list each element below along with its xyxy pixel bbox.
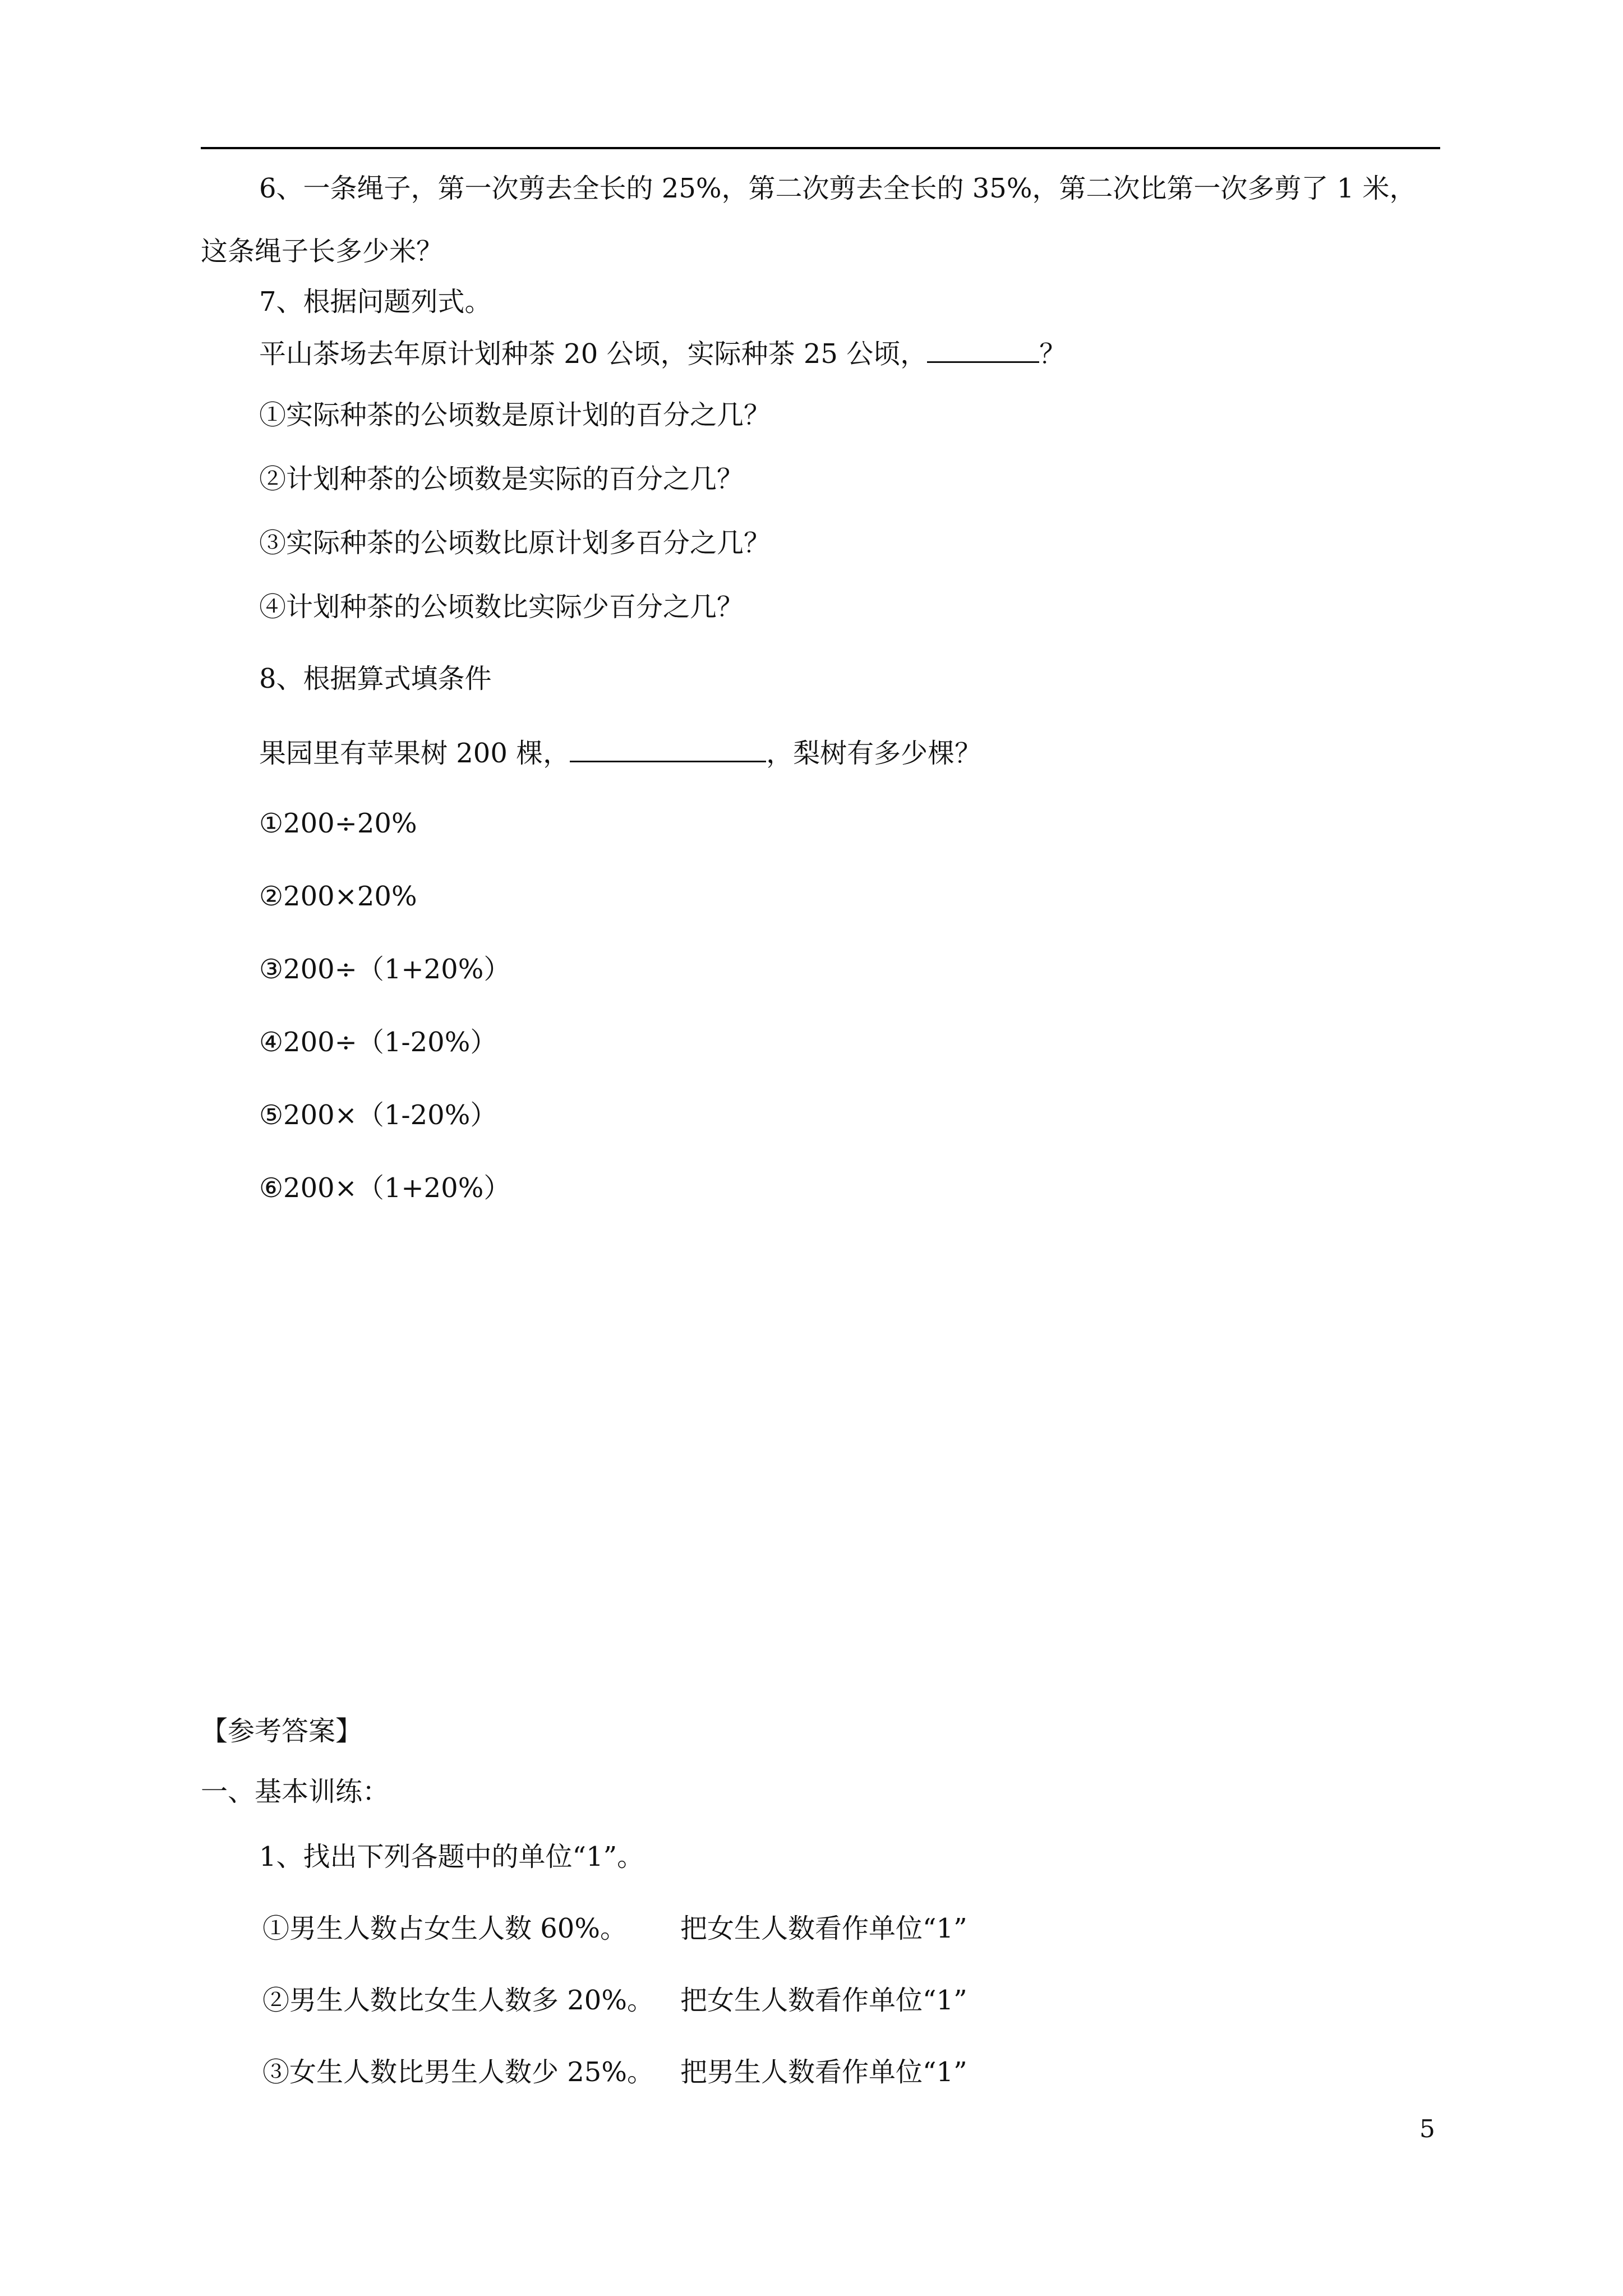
- answer-row-text: ③女生人数比男生人数少 25%。: [262, 2056, 654, 2088]
- answer-row-text: ①男生人数占女生人数 60%。: [262, 1913, 627, 1944]
- q7-option: ④计划种茶的公顷数比实际少百分之几？: [259, 591, 744, 623]
- q7-option: ①实际种茶的公顷数是原计划的百分之几？: [259, 399, 771, 431]
- q8-option: ⑥200×（1+20%）: [259, 1172, 511, 1204]
- q6-line2: 这条绳子长多少米？: [201, 236, 444, 267]
- answer-row-note: 把女生人数看作单位“1”: [680, 1985, 967, 2016]
- q7-answer-blank[interactable]: [927, 337, 1039, 363]
- q8-title: 8、根据算式填条件: [259, 663, 492, 694]
- q8-option: ⑤200×（1-20%）: [259, 1099, 497, 1131]
- q6-line1: 6、一条绳子，第一次剪去全长的 25%，第二次剪去全长的 35%，第二次比第一次多剪了 1 米，: [259, 173, 1417, 204]
- answers-item1: 1、找出下列各题中的单位“1”。: [259, 1841, 644, 1872]
- answers-heading: 【参考答案】: [201, 1715, 363, 1747]
- answer-row-note: 把男生人数看作单位“1”: [680, 2056, 967, 2088]
- q8-answer-blank[interactable]: [570, 736, 766, 762]
- q7-stem-before: 平山茶场去年原计划种茶 20 公顷，实际种茶 25 公顷，: [259, 338, 928, 370]
- q8-stem-after: ，梨树有多少棵？: [766, 738, 982, 769]
- q7-option: ②计划种茶的公顷数是实际的百分之几？: [259, 463, 744, 495]
- q8-option: ①200÷20%: [259, 808, 417, 839]
- q8-option: ④200÷（1-20%）: [259, 1027, 497, 1058]
- q8-option: ③200÷（1+20%）: [259, 954, 511, 985]
- header-rule: [201, 147, 1440, 149]
- q7-title: 7、根据问题列式。: [259, 286, 492, 318]
- answer-row-text: ②男生人数比女生人数多 20%。: [262, 1985, 654, 2016]
- answers-section: 一、基本训练：: [201, 1776, 390, 1807]
- q8-stem-before: 果园里有苹果树 200 棵，: [259, 738, 570, 769]
- q8-stem: [259, 736, 981, 770]
- q7-stem-after: ？: [1039, 338, 1067, 370]
- q7-option: ③实际种茶的公顷数比原计划多百分之几？: [259, 527, 771, 559]
- q7-stem: [259, 337, 1066, 371]
- page-number: 5: [1419, 2115, 1435, 2143]
- answer-row-note: 把女生人数看作单位“1”: [680, 1913, 967, 1944]
- q8-option: ②200×20%: [259, 881, 417, 912]
